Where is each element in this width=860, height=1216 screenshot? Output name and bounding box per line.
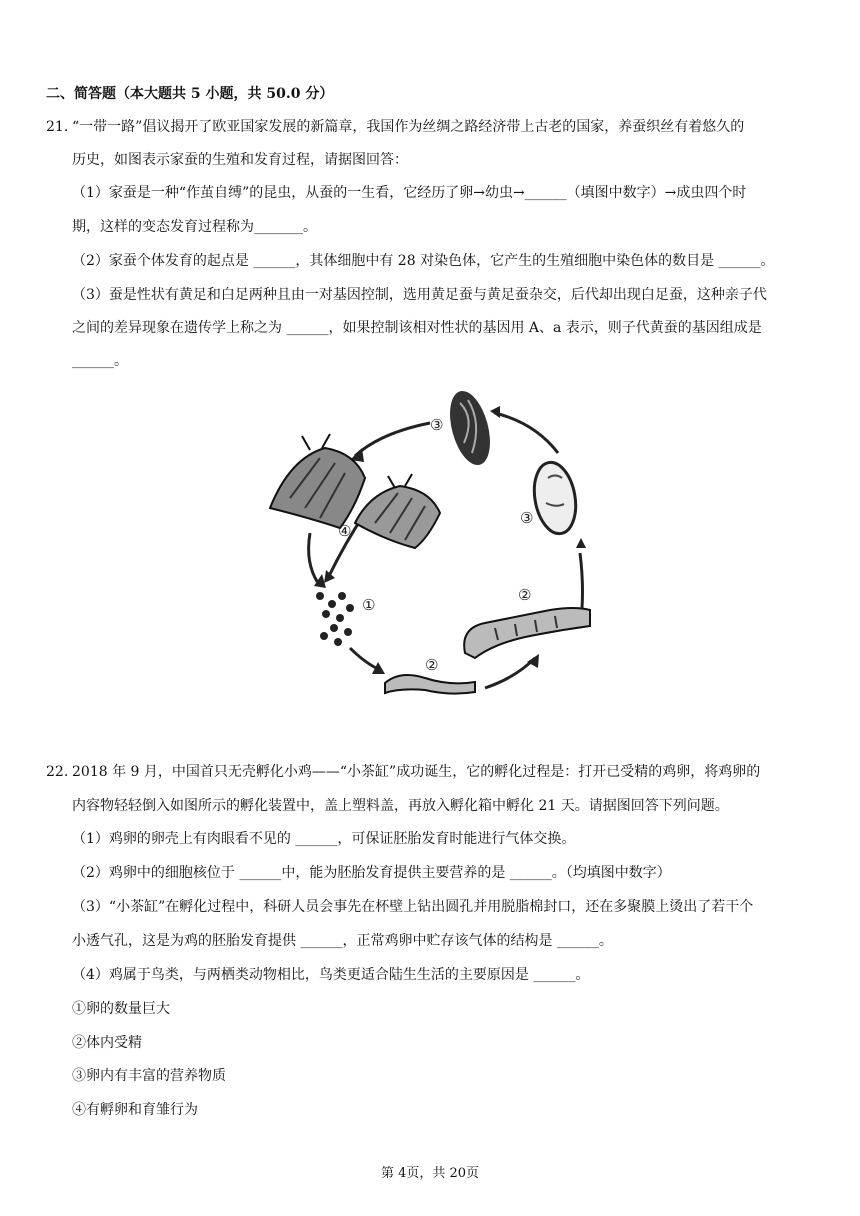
figure-label-4: ④ <box>338 522 352 540</box>
page-footer: 第 4页，共 20页 <box>380 1166 480 1181</box>
eggs-drawing <box>316 592 354 646</box>
q22-option-2: ②体内受精 <box>72 1035 142 1051</box>
figure-label-3-pupa: ③ <box>430 416 444 434</box>
q21-number: 21. <box>46 119 69 135</box>
q21-part3-line3: ______。 <box>72 353 128 369</box>
q22-part4: （4）鸡属于鸟类，与两栖类动物相比，鸟类更适合陆生生活的主要原因是 ______。 <box>72 967 590 983</box>
figure-label-1: ① <box>362 596 376 614</box>
q22-option-4: ④有孵卵和育雏行为 <box>72 1102 198 1118</box>
q21-stem-line1: “一带一路”倡议揭开了欧亚国家发展的新篇章，我国作为丝绸之路经济带上古老的国家，养蚕织丝有着悠久的 <box>72 119 745 135</box>
pupa-drawing <box>443 387 497 470</box>
cocoon-drawing <box>529 459 581 537</box>
figure-label-3-cocoon: ③ <box>520 509 534 527</box>
q22-part3-line1: （3）“小茶缸”在孵化过程中，科研人员会事先在杯壁上钻出圆孔并用脱脂棉封口，还在多聚膜上烫出了若干个 <box>72 899 754 915</box>
q22-part2: （2）鸡卵中的细胞核位于 ______中，能为胚胎发育提供主要营养的是 ______。（均填图中数字） <box>72 865 671 881</box>
silkworm-lifecycle-figure <box>250 378 610 723</box>
q21-part3-line1: （3）蚕是性状有黄足和白足两种且由一对基因控制，选用黄足蚕与黄足蚕杂交，后代却出现白足蚕，这种亲子代 <box>72 287 767 303</box>
section-title: 二、简答题（本大题共 5 小题，共 50.0 分） <box>46 86 334 102</box>
cycle-arrows <box>309 413 583 688</box>
q21-part2: （2）家蚕个体发育的起点是 ______，其体细胞中有 28 对染色体，它产生的生殖细胞中染色体的数目是 ______。 <box>72 253 775 269</box>
q21-stem-line2: 历史，如图表示家蚕的生殖和发育过程，请据图回答： <box>72 152 408 168</box>
figure-label-2-large: ② <box>518 586 532 604</box>
q21-part3-line2: 之间的差异现象在遗传学上称之为 ______，如果控制该相对性状的基因用 A、a 表示，则子代黄蚕的基因组成是 <box>72 320 762 336</box>
q21-part1-line2: 期，这样的变态发育过程称为_______。 <box>72 219 317 235</box>
q22-stem-line1: 2018 年 9 月，中国首只无壳孵化小鸡——“小茶缸”成功诞生，它的孵化过程是：打开已受精的鸡卵，将鸡卵的 <box>72 764 761 780</box>
q22-stem-line2: 内容物轻轻倒入如图所示的孵化装置中，盖上塑料盖，再放入孵化箱中孵化 21 天。请据图回答下列问题。 <box>72 798 729 814</box>
q22-option-3: ③卵内有丰富的营养物质 <box>72 1068 226 1084</box>
moth-drawing-left <box>270 434 365 528</box>
larva-drawing-small <box>385 675 475 694</box>
figure-label-2-small: ② <box>425 656 439 674</box>
larva-drawing-large <box>464 608 590 658</box>
q22-number: 22. <box>46 764 69 780</box>
moth-drawing-right <box>355 474 440 548</box>
q22-part3-line2: 小透气孔，这是为鸡的胚胎发育提供 ______，正常鸡卵中贮存该气体的结构是 ______。 <box>72 933 613 949</box>
q22-option-1: ①卵的数量巨大 <box>72 1001 170 1017</box>
q21-part1-line1: （1）家蚕是一种“作茧自缚”的昆虫，从蚕的一生看，它经历了卵→幼虫→______（填图中数字）→成虫四个时 <box>72 185 747 201</box>
q22-part1: （1）鸡卵的卵壳上有肉眼看不见的 ______，可保证胚胎发育时能进行气体交换。 <box>72 831 576 847</box>
